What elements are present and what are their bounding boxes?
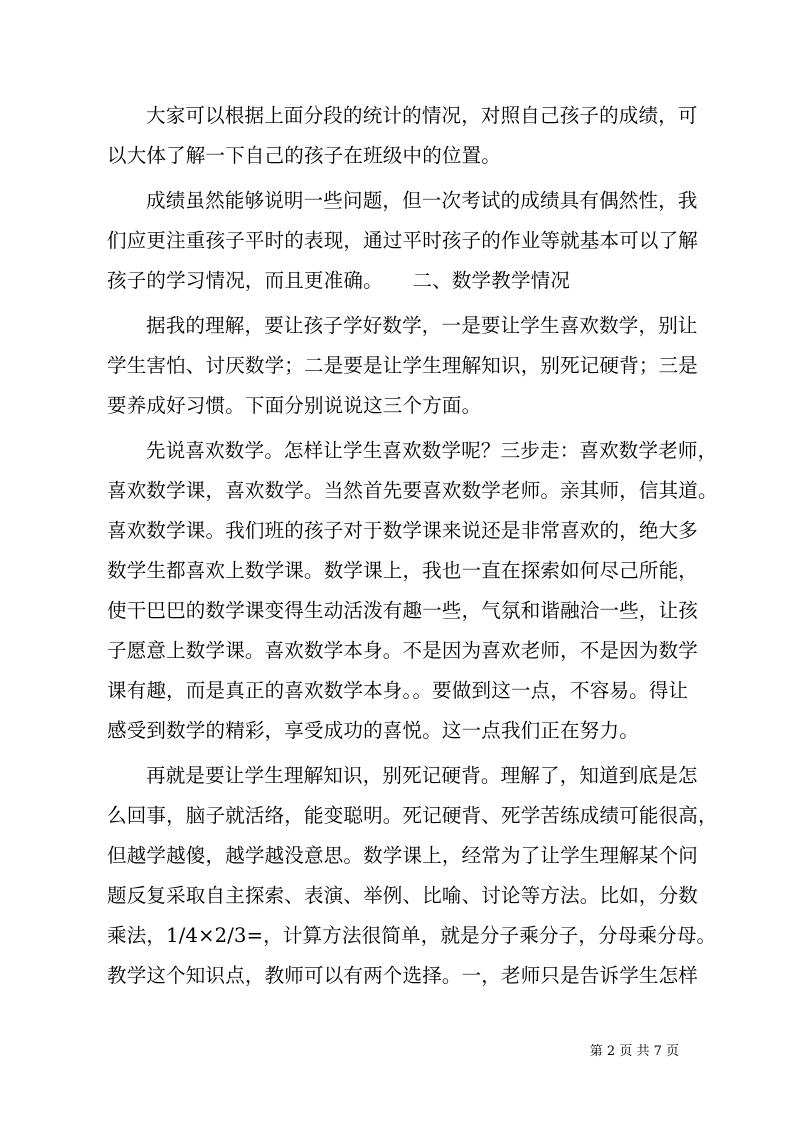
text-line: 使干巴巴的数学课变得生动活泼有趣一些，气氛和谐融洽一些，让孩 — [107, 599, 699, 622]
text-line: 要养成好习惯。下面分别说说这三个方面。 — [107, 394, 482, 417]
text-line: 教学这个知识点，教师可以有两个选择。一，老师只是告诉学生怎样 — [107, 964, 699, 987]
text-line: 大家可以根据上面分段的统计的情况，对照自己孩子的成绩，可 — [146, 104, 698, 127]
text-line: 学生害怕、讨厌数学；二是要是让学生理解知识，别死记硬背；三是 — [107, 354, 699, 377]
text-line: 再就是要让学生理解知识，别死记硬背。理解了，知道到底是怎 — [146, 764, 698, 787]
text-line: 么回事，脑子就活络，能变聪明。死记硬背、死学苦练成绩可能很高， — [107, 804, 718, 827]
text-line: 以大体了解一下自己的孩子在班级中的位置。 — [107, 144, 502, 167]
text-line: 据我的理解，要让孩子学好数学，一是要让学生喜欢数学，别让 — [146, 314, 698, 337]
text-line: 感受到数学的精彩，享受成功的喜悦。这一点我们正在努力。 — [107, 719, 639, 742]
paragraph-2 — [107, 181, 699, 301]
text-line: 先说喜欢数学。怎样让学生喜欢数学呢？三步走：喜欢数学老师， — [146, 439, 718, 462]
text-line: 喜欢数学课，喜欢数学。当然首先要喜欢数学老师。亲其师，信其道。 — [107, 479, 718, 502]
paragraph-3 — [107, 306, 699, 426]
page-number: 第 2 页 共 7 页 — [589, 1044, 679, 1059]
text-line: 们应更注重孩子平时的表现，通过平时孩子的作业等就基本可以了解 — [107, 229, 699, 252]
text-line: 喜欢数学课。我们班的孩子对于数学课来说还是非常喜欢的，绝大多 — [107, 519, 699, 542]
paragraph-1 — [107, 96, 698, 176]
text-line: 题反复采取自主探索、表演、举例、比喻、讨论等方法。比如，分数 — [107, 884, 699, 907]
text-line: 子愿意上数学课。喜欢数学本身。不是因为喜欢老师，不是因为数学 — [107, 639, 699, 662]
text-line: 数学生都喜欢上数学课。数学课上，我也一直在探索如何尽己所能， — [107, 559, 699, 582]
text-line: 孩子的学习情况，而且更准确。 二、数学教学情况 — [107, 269, 571, 292]
paragraph-5 — [107, 756, 718, 996]
text-line: 但越学越傻，越学越没意思。数学课上，经常为了让学生理解某个问 — [107, 844, 699, 867]
document-body — [107, 96, 718, 1001]
paragraph-4 — [107, 431, 718, 751]
text-line: 成绩虽然能够说明一些问题，但一次考试的成绩具有偶然性，我 — [146, 189, 698, 212]
text-line: 课有趣，而是真正的喜欢数学本身。。要做到这一点，不容易。得让 — [107, 679, 689, 702]
text-line: 乘法，1/4×2/3=，计算方法很简单，就是分子乘分子，分母乘分母。 — [107, 924, 717, 947]
